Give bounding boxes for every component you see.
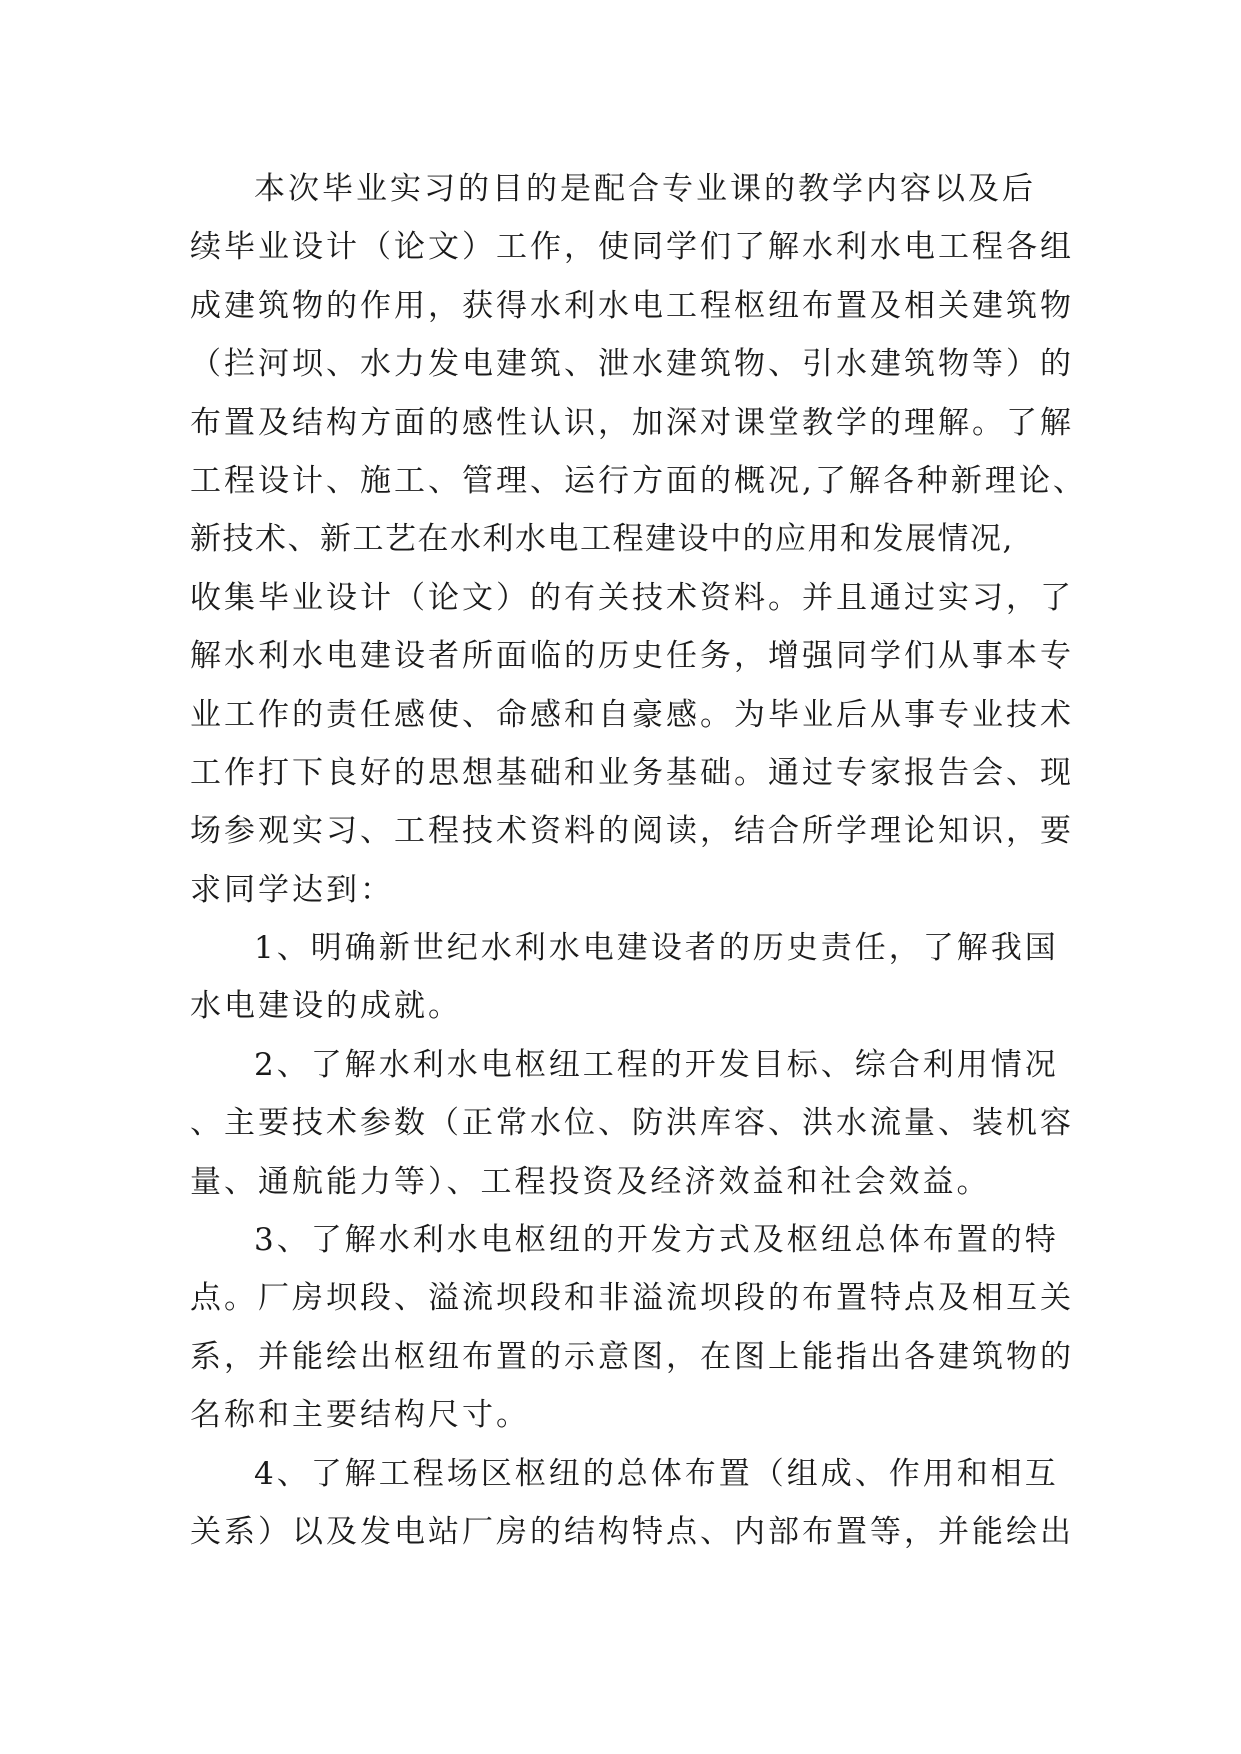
text-line: 业工作的责任感使、命感和自豪感。为毕业后从事专业技术 bbox=[190, 696, 1074, 733]
paragraph-item-3 bbox=[190, 1211, 1074, 1445]
text-line: 名称和主要结构尺寸。 bbox=[190, 1397, 530, 1434]
paragraph-item-4 bbox=[190, 1445, 1074, 1562]
text-line: 场参观实习、工程技术资料的阅读，结合所学理论知识，要 bbox=[190, 813, 1074, 850]
text-line: 新技术、新工艺在水利水电工程建设中的应用和发展情况, bbox=[190, 521, 1014, 558]
text-line: 续毕业设计（论文）工作，使同学们了解水利水电工程各组 bbox=[190, 229, 1074, 266]
paragraph-item-1 bbox=[190, 919, 1059, 1036]
text-line: 工作打下良好的思想基础和业务基础。通过专家报告会、现 bbox=[190, 754, 1074, 791]
text-line: 解水利水电建设者所面临的历史任务，增强同学们从事本专 bbox=[190, 638, 1074, 675]
text-line: 工程设计、施工、管理、运行方面的概况,了解各种新理论、 bbox=[190, 462, 1087, 499]
body-text bbox=[190, 160, 1087, 1561]
text-line: 关系）以及发电站厂房的结构特点、内部布置等，并能绘出 bbox=[190, 1513, 1074, 1550]
text-line: 求同学达到： bbox=[190, 871, 394, 908]
paragraph-purpose bbox=[190, 160, 1087, 919]
text-line: （拦河坝、水力发电建筑、泄水建筑物、引水建筑物等）的 bbox=[190, 346, 1074, 383]
text-line: 成建筑物的作用，获得水利水电工程枢纽布置及相关建筑物 bbox=[190, 287, 1074, 324]
text-line: 1、明确新世纪水利水电建设者的历史责任，了解我国 bbox=[254, 930, 1059, 967]
text-line: 2、了解水利水电枢纽工程的开发目标、综合利用情况 bbox=[254, 1046, 1059, 1083]
text-line: 4、了解工程场区枢纽的总体布置（组成、作用和相互 bbox=[254, 1455, 1059, 1492]
text-line: 收集毕业设计（论文）的有关技术资料。并且通过实习，了 bbox=[190, 579, 1074, 616]
text-line: 点。厂房坝段、溢流坝段和非溢流坝段的布置特点及相互关 bbox=[190, 1280, 1074, 1317]
text-line: 水电建设的成就。 bbox=[190, 988, 462, 1025]
text-line: 3、了解水利水电枢纽的开发方式及枢纽总体布置的特 bbox=[254, 1222, 1059, 1259]
text-line: 、主要技术参数（正常水位、防洪库容、洪水流量、装机容 bbox=[190, 1105, 1074, 1142]
text-line: 量、通航能力等）、工程投资及经济效益和社会效益。 bbox=[190, 1163, 991, 1200]
text-line: 本次毕业实习的目的是配合专业课的教学内容以及后 bbox=[254, 171, 1036, 207]
text-line: 系，并能绘出枢纽布置的示意图，在图上能指出各建筑物的 bbox=[190, 1338, 1074, 1375]
text-line: 布置及结构方面的感性认识，加深对课堂教学的理解。了解 bbox=[190, 404, 1074, 441]
paragraph-item-2 bbox=[190, 1036, 1074, 1211]
